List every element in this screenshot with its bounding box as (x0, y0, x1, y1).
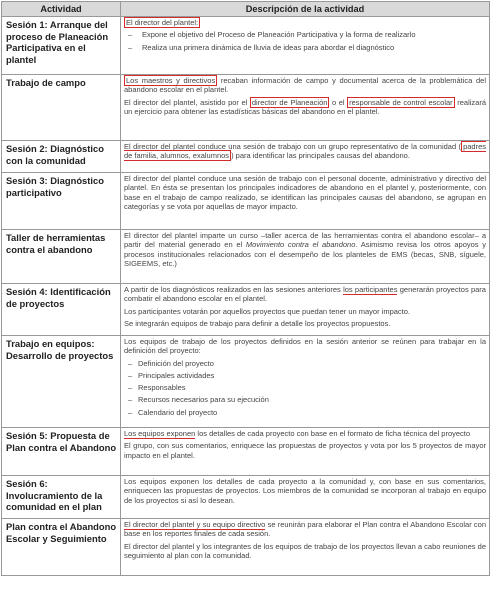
activity-cell: Trabajo en equipos: Desarrollo de proyectos (2, 336, 121, 428)
activity-cell: Taller de herramientas contra el abandono (2, 230, 121, 284)
activity-cell: Sesión 6: Involucramiento de la comunidad en el plan (2, 476, 121, 519)
description-cell: A partir de los diagnósticos realizados en las sesiones anteriores los participantes generarán proyectos para combatir el abandono escolar en el plantel. Los participantes votarán por aquellos proyectos que puedan tener un mayor impacto. Se integrarán equipos de trabajo para definir a detalle los proyectos propuestos. (121, 284, 490, 336)
list-item: – Responsables (128, 383, 186, 393)
highlight-box: responsable de control escolar (349, 97, 453, 107)
activities-table (1, 1, 490, 576)
header-description: Descripción de la actividad (121, 2, 490, 17)
table-row (2, 141, 490, 173)
activity-cell: Plan contra el Abandono Escolar y Seguimiento (2, 519, 121, 576)
table-row (2, 230, 490, 284)
list-item: – Definición del proyecto (128, 358, 214, 368)
table-row (2, 476, 490, 519)
table-row (2, 75, 490, 141)
activity-cell: Sesión 2: Diagnóstico con la comunidad (2, 141, 121, 173)
activity-cell: Sesión 5: Propuesta de Plan contra el Abandono (2, 428, 121, 476)
highlight-box: Los maestros y directivos (126, 76, 216, 85)
table-row (2, 284, 490, 336)
underlined-text: Los equipos exponen (124, 429, 196, 438)
description-cell: El director del plantel y su equipo directivo se reunirán para elaborar el Plan contra el Abandono Escolar con base en los reportes finales de cada sesión. El director del plantel y los integrantes de los equipos de trabajo de los proyectos llevan a cabo reuniones de seguimiento al plan con la comunidad. (121, 519, 490, 576)
description-cell: Los equipos de trabajo de los proyectos definidos en la sesión anterior se reúnen para trabajar en la definición del proyecto: – Definición del proyecto – Principales actividades – Responsables – Recursos necesarios para su ejecución – Calendario del proyecto (121, 336, 490, 428)
underlined-text: los participantes (343, 285, 398, 294)
highlight-box: El director del plantel: (126, 18, 199, 27)
table-row (2, 336, 490, 428)
table-header-row (2, 2, 490, 17)
description-cell: Los maestros y directivos recaban información de campo y documental acerca de la problemática del abandono escolar en el plantel. El director del plantel, asistido por el director de Planeación o el responsable de control escolar realizará un ejercicio para obtener las estadísticas básicas del abandono en el plantel. (121, 75, 490, 141)
highlight-box: padres de familia, alumnos, exalumnos (124, 142, 486, 161)
description-cell: El director del plantel conduce una sesión de trabajo con el personal docente, administrativo y directivo del plantel. En ésta se presentan los principales indicadores de abandono en el plantel y, posteriormente, con base en el trabajo de campo realizado, se identifican las principales causas del abandono, se agrupan en categorías y se vota por aquellas de mayor impacto. (121, 173, 490, 230)
activity-cell: Sesión 3: Diagnóstico participativo (2, 173, 121, 230)
list-item: – Principales actividades (128, 370, 215, 380)
description-cell: Los equipos exponen los detalles de cada proyecto a la comunidad y, con base en sus comentarios, enriquecen las propuestas de proyectos. Los miembros de la comunidad se incorporan al trabajo en equipo de los proyectos si así lo desean. (121, 476, 490, 519)
description-cell: El director del plantel imparte un curso –taller acerca de las herramientas contra el abandono escolar– a partir del material generado en el Movimiento contra el abandono. Asimismo revisa los otros apoyos y procesos institucionales relacionados con el desempeño de los planteles de EMS (becas, SNB, síguele, SIGEEMS, etc.) (121, 230, 490, 284)
list-item: – Realiza una primera dinámica de lluvia de ideas para abordar el diagnóstico (128, 42, 395, 52)
activity-cell: Sesión 1: Arranque del proceso de Planeación Participativa en el plantel (2, 17, 121, 75)
description-cell: Los equipos exponen los detalles de cada proyecto con base en el formato de ficha técnica del proyecto El grupo, con sus comentarios, enriquece las propuestas de proyectos y vota por los 5 proyectos de mayor impacto en el plantel. (121, 428, 490, 476)
underlined-text: El director del plantel y su equipo directivo (124, 520, 266, 529)
list-item: – Expone el objetivo del Proceso de Planeación Participativa y la forma de realizarlo (128, 30, 416, 40)
activity-cell: Sesión 4: Identificación de proyectos (2, 284, 121, 336)
description-cell: El director del plantel conduce una sesión de trabajo con un grupo representativo de la comunidad ( padres de familia, alumnos, exalumnos ) para identificar las principales causas del abandono. (121, 141, 490, 173)
table-row (2, 173, 490, 230)
list-item: – Calendario del proyecto (128, 407, 218, 417)
table-row (2, 17, 490, 75)
highlight-box: director de Planeación (251, 97, 328, 107)
activity-cell: Trabajo de campo (2, 75, 121, 141)
description-cell (121, 17, 490, 75)
header-activity: Actividad (2, 2, 121, 17)
table-row (2, 519, 490, 576)
list-item: – Recursos necesarios para su ejecución (128, 395, 269, 405)
table-row (2, 428, 490, 476)
